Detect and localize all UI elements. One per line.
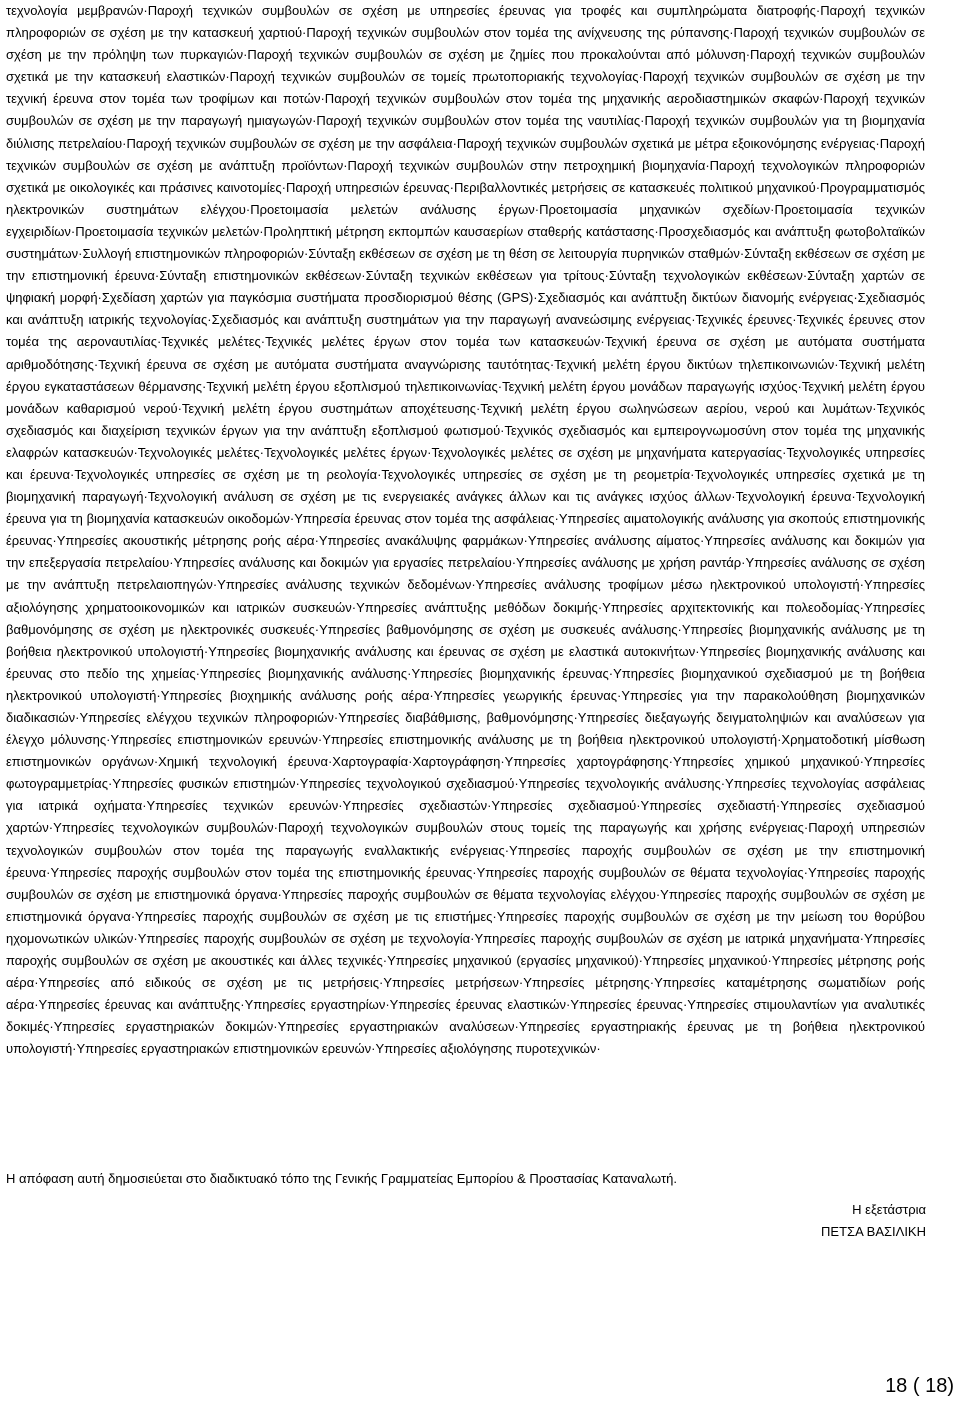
signature-block	[626, 1199, 926, 1243]
signer-title: Η εξετάστρια	[852, 1202, 926, 1217]
publication-notice: Η απόφαση αυτή δημοσιεύεται στο διαδικτυακό τόπο της Γενικής Γραμματείας Εμπορίου & Προστασίας Καταναλωτή.	[6, 1171, 677, 1186]
signer-name: ΠΕΤΣΑ ΒΑΣΙΛΙΚΗ	[821, 1224, 926, 1239]
services-list-text: τεχνολογία μεμβρανών·Παροχή τεχνικών συμβουλών σε σχέση με υπηρεσίες έρευνας για τροφές και συμπληρώματα διατροφής·Παροχή τεχνικών πληροφοριών σε σχέση με την κατασκευή χαρτιού·Παροχή τεχνικών συμβουλών στον τομέα της ανίχνευσης της ρύπανσης·Παροχή τεχνικών συμβουλών σε σχέση με την πρόληψη των πυρκαγιών·Παροχή τεχνικών συμβουλών σε σχέση με ζημίες που προκαλούνται από μόλυνση·Παροχή τεχνικών συμβουλών σχετικά με την κατασκευή ελαστικών·Παροχή τεχνικών συμβουλών σε τομείς πρωτοποριακής τεχνολογίας·Παροχή τεχνικών συμβουλών σε σχέση με την τεχνική έρευνα στον τομέα των τροφίμων και ποτών·Παροχή τεχνικών συμβουλών στον τομέα της μηχανικής αεροδιαστημικών σκαφών·Παροχή τεχνικών συμβουλών σε σχέση με την παραγωγή ημιαγωγών·Παροχή τεχνικών συμβουλών στον τομέα της ναυτιλίας·Παροχή τεχνικών συμβουλών για τη βιομηχανία διύλισης πετρελαίου·Παροχή τεχνικών συμβουλών σε σχέση με την ασφάλεια·Παροχή τεχνικών συμβουλών σχετικά με μέτρα εξοικονόμησης ενέργειας·Παροχή τεχνικών συμβουλών σε σχέση με ανάπτυξη προϊόντων·Παροχή τεχνικών συμβουλών στην πετροχημική βιομηχανία·Παροχή τεχνολογικών πληροφοριών σχετικά με οικολογικές και πράσινες καινοτομίες·Παροχή υπηρεσιών έρευνας·Περιβαλλοντικές μετρήσεις σε κατασκευές πολιτικού μηχανικού·Προγραμματισμός ηλεκτρονικών συστημάτων ελέγχου·Προετοιμασία μελετών ανάλυσης έργων·Προετοιμασία μηχανικών σχεδίων·Προετοιμασία τεχνικών εγχειριδίων·Προετοιμασία τεχνικών μελετών·Προληπτική μέτρηση εκπομπών καυσαερίων σταθερής κατάστασης·Προσχεδιασμός και ανάπτυξη φωτοβολταϊκών συστημάτων·Συλλογή επιστημονικών πληροφοριών·Σύνταξη εκθέσεων σε σχέση με τη θέση σε λειτουργία πυρηνικών σταθμών·Σύνταξη εκθέσεων σε σχέση με την επιστημονική έρευνα·Σύνταξη επιστημονικών εκθέσεων·Σύνταξη τεχνικών εκθέσεων για τρίτους·Σύνταξη τεχνολογικών εκθέσεων·Σύνταξη χαρτών σε ψηφιακή μορφή·Σχεδίαση χαρτών για παγκόσμια συστήματα προσδιορισμού θέσης (GPS)·Σχεδιασμός και ανάπτυξη δικτύων διανομής ενέργειας·Σχεδιασμός και ανάπτυξη ιατρικής τεχνολογίας·Σχεδιασμός και ανάπτυξη συστημάτων για την παραγωγή ανανεώσιμης ενέργειας·Τεχνικές έρευνες·Τεχνικές έρευνες στον τομέα της αεροναυτιλίας·Τεχνικές μελέτες·Τεχνικές μελέτες έργων στον τομέα των κατασκευών·Τεχνική έρευνα σε σχέση με αυτόματα συστήματα αριθμοδότησης·Τεχνική έρευνα σε σχέση με αυτόματα συστήματα αναγνώρισης ταυτότητας·Τεχνική μελέτη έργου δικτύων τηλεπικοινωνιών·Τεχνική μελέτη έργου εγκαταστάσεων θέρμανσης·Τεχνική μελέτη έργου εξοπλισμού τηλεπικοινωνίας·Τεχνική μελέτη έργου μονάδων παραγωγής ισχύος·Τεχνική μελέτη έργου μονάδων καθαρισμού νερού·Τεχνική μελέτη έργου συστημάτων αποχέτευσης·Τεχνική μελέτη έργου σωληνώσεων αερίου, νερού και λυμάτων·Τεχνικός σχεδιασμός και διαχείριση τεχνικών έργων για την ανάπτυξη εξοπλισμού φωτισμού·Τεχνικός σχεδιασμός και εμπειρογνωμοσύνη στον τομέα της μηχανικής ελαφρών κατασκευών·Τεχνολογικές μελέτες·Τεχνολογικές μελέτες έργων·Τεχνολογικές μελέτες σε σχέση με μηχανήματα κατεργασίας·Τεχνολογικές υπηρεσίες και έρευνα·Τεχνολογικές υπηρεσίες σε σχέση με τη ρεολογία·Τεχνολογικές υπηρεσίες σε σχέση με τη ρεομετρία·Τεχνολογικές υπηρεσίες σχετικά με τη βιομηχανική παραγωγή·Τεχνολογική ανάλυση σε σχέση με τις ενεργειακές ανάγκες άλλων και τις ανάγκες ισχύος άλλων·Τεχνολογική έρευνα·Τεχνολογική έρευνα για τη βιομηχανία κατασκευών οικοδομών·Υπηρεσία έρευνας στον τομέα της ασφάλειας·Υπηρεσίες αιματολογικής ανάλυσης για σκοπούς επιστημονικής έρευνας·Υπηρεσίες ακουστικής μέτρησης ροής αέρα·Υπηρεσίες ανακάλυψης φαρμάκων·Υπηρεσίες ανάλυσης αίματος·Υπηρεσίες ανάλυσης και δοκιμών για την επεξεργασία πετρελαίου·Υπηρεσίες ανάλυσης και δοκιμών για εργασίες πετρελαίου·Υπηρεσίες ανάλυσης με χρήση ραντάρ·Υπηρεσίες ανάλυσης σε σχέση με την ανάπτυξη πετρελαιοπηγών·Υπηρεσίες ανάλυσης τεχνικών δεδομένων·Υπηρεσίες ανάλυσης τροφίμων μέσω ηλεκτρονικού υπολογιστή·Υπηρεσίες αξιολόγησης χρηματοοικονομικών και ιατρικών συσκευών·Υπηρεσίες ανάπτυξης μεθόδων δοκιμής·Υπηρεσίες αρχιτεκτονικής και πολεοδομίας·Υπηρεσίες βαθμονόμησης σε σχέση με ηλεκτρονικές συσκευές·Υπηρεσίες βαθμονόμησης σε σχέση με συσκευές ανάλυσης·Υπηρεσίες βιομηχανικής ανάλυσης με τη βοήθεια ηλεκτρονικού υπολογιστή·Υπηρεσίες βιομηχανικής ανάλυσης και έρευνας σε σχέση με ελαστικά αυτοκινήτων·Υπηρεσίες βιομηχανικής ανάλυσης και έρευνας στο πεδίο της χημείας·Υπηρεσίες βιομηχανικής ανάλυσης·Υπηρεσίες βιομηχανικής έρευνας·Υπηρεσίες βιομηχανικού σχεδιασμού με τη βοήθεια ηλεκτρονικού υπολογιστή·Υπηρεσίες βιοχημικής ανάλυσης ροής αέρα·Υπηρεσίες γεωργικής έρευνας·Υπηρεσίες για την παρακολούθηση βιομηχανικών διαδικασιών·Υπηρεσίες ελέγχου τεχνικών πληροφοριών·Υπηρεσίες διαβάθμισης, βαθμονόμησης·Υπηρεσίες διεξαγωγής δειγματοληψιών και αναλύσεων για έλεγχο μόλυνσης·Υπηρεσίες επιστημονικών ερευνών·Υπηρεσίες επιστημονικής ανάλυσης με τη βοήθεια ηλεκτρονικού υπολογιστή·Χρηματοδοτική μίσθωση επιστημονικών οργάνων·Χημική τεχνολογική έρευνα·Χαρτογραφία·Χαρτογράφηση·Υπηρεσίες χαρτογράφησης·Υπηρεσίες χημικού μηχανικού·Υπηρεσίες φωτογραμμετρίας·Υπηρεσίες φυσικών επιστημών·Υπηρεσίες τεχνολογικού σχεδιασμού·Υπηρεσίες τεχνολογικής ανάλυσης·Υπηρεσίες τεχνολογίας ασφάλειας για ιατρικά οχήματα·Υπηρεσίες τεχνικών ερευνών·Υπηρεσίες σχεδιαστών·Υπηρεσίες σχεδιασμού·Υπηρεσίες σχεδιαστή·Υπηρεσίες σχεδιασμού χαρτών·Υπηρεσίες τεχνολογικών συμβουλών·Παροχή τεχνολογικών συμβουλών στους τομείς της παραγωγής και χρήσης ενέργειας·Παροχή υπηρεσιών τεχνολογικών συμβουλών στον τομέα της παραγωγής εναλλακτικής ενέργειας·Υπηρεσίες παροχής συμβουλών σε σχέση με την επιστημονική έρευνα·Υπηρεσίες παροχής συμβουλών στον τομέα της επιστημονικής έρευνας·Υπηρεσίες παροχής συμβουλών σε θέματα τεχνολογίας·Υπηρεσίες παροχής συμβουλών σε σχέση με επιστημονικά όργανα·Υπηρεσίες παροχής συμβουλών σε θέματα τεχνολογίας ελέγχου·Υπηρεσίες παροχής συμβουλών σε σχέση με επιστημονικά όργανα·Υπηρεσίες παροχής συμβουλών σε σχέση με τις επιστήμες·Υπηρεσίες παροχής συμβουλών σε σχέση με την μείωση του θορύβου ηχομονωτικών υλικών·Υπηρεσίες παροχής συμβουλών σε σχέση με τεχνολογία·Υπηρεσίες παροχής συμβουλών σε σχέση με ιατρικά μηχανήματα·Υπηρεσίες παροχής συμβουλών σε σχέση με ακουστικές και άλλες τεχνικές·Υπηρεσίες μηχανικού (εργασίες μηχανικού)·Υπηρεσίες μηχανικού·Υπηρεσίες μέτρησης ροής αέρα·Υπηρεσίες από ειδικούς σε σχέση με τις μετρήσεις·Υπηρεσίες μετρήσεων·Υπηρεσίες μέτρησης·Υπηρεσίες καταμέτρησης σωματιδίων ροής αέρα·Υπηρεσίες έρευνας και ανάπτυξης·Υπηρεσίες εργαστηρίων·Υπηρεσίες έρευνας ελαστικών·Υπηρεσίες έρευνας·Υπηρεσίες στιμουλαντίων για αναλυτικές δοκιμές·Υπηρεσίες εργαστηριακών δοκιμών·Υπηρεσίες εργαστηριακών αναλύσεων·Υπηρεσίες εργαστηριακής έρευνας με τη βοήθεια ηλεκτρονικού υπολογιστή·Υπηρεσίες εργαστηριακών επιστημονικών ερευνών·Υπηρεσίες αξιολόγησης πυροτεχνικών·	[6, 3, 925, 1057]
page-number: 18 ( 18)	[885, 1375, 954, 1397]
